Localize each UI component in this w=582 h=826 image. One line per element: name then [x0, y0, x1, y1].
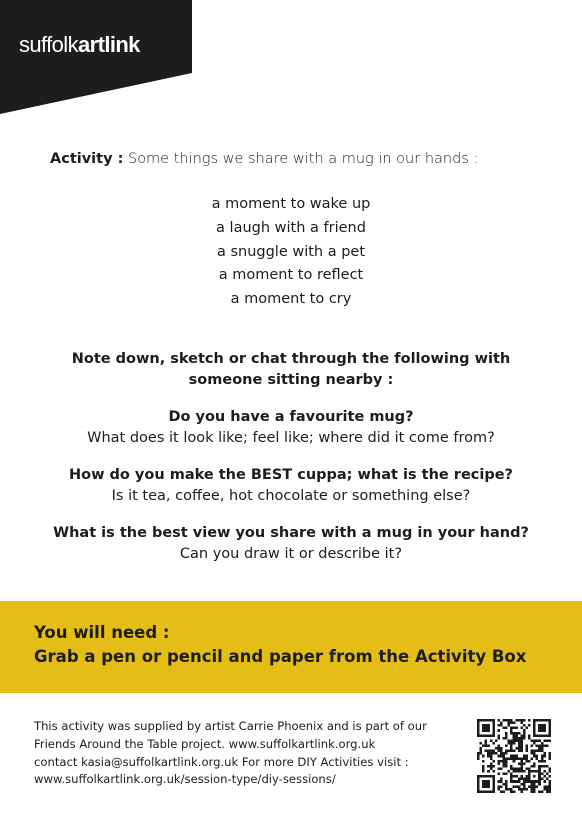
footer-line: contact kasia@suffolkartlink.org.uk For more DIY Activities visit :	[34, 754, 409, 769]
list-item: a moment to cry	[230, 291, 352, 308]
footer-line: This activity was supplied by artist Carrie Phoenix and is part of our	[34, 719, 427, 733]
spacer	[0, 448, 582, 465]
activity-intro	[50, 151, 478, 167]
question-best-view: What is the best view you share with a mug in your hand?	[53, 525, 529, 541]
question-favourite-mug: Do you have a favourite mug?	[168, 409, 414, 425]
suffolkartlink-logo	[19, 32, 140, 58]
you-will-need-text: Grab a pen or pencil and paper from the Activity Box	[34, 647, 527, 666]
logo-light-text: suffolk	[19, 32, 78, 57]
you-will-need-title: You will need :	[34, 623, 170, 642]
footer-line: Friends Around the Table project. www.suffolkartlink.org.uk	[34, 736, 376, 751]
instruction-line-2: someone sitting nearby :	[188, 371, 394, 388]
detail-best-cuppa: Is it tea, coffee, hot chocolate or something else?	[111, 487, 471, 504]
activity-intro-text: Some things we share with a mug in our hands :	[127, 151, 479, 167]
footer-credits	[34, 718, 464, 789]
question-best-cuppa: How do you make the BEST cuppa; what is the recipe?	[69, 467, 513, 483]
detail-best-view: Can you draw it or describe it?	[179, 545, 403, 562]
footer-line: www.suffolkartlink.org.uk/session-type/diy-sessions/	[34, 772, 336, 787]
list-item: a snuggle with a pet	[216, 243, 366, 260]
instruction-line-1: Note down, sketch or chat through the following with	[71, 351, 511, 367]
discussion-prompts	[0, 349, 582, 564]
activity-label: Activity :	[50, 151, 124, 167]
spacer	[0, 506, 582, 523]
list-item: a laugh with a friend	[216, 219, 366, 236]
logo-bold-text: artlink	[78, 32, 140, 57]
spacer	[0, 390, 582, 407]
qr-code-icon	[477, 719, 551, 793]
list-item: a moment to reflect	[218, 267, 364, 284]
detail-favourite-mug: What does it look like; feel like; where did it come from?	[87, 429, 495, 446]
list-item: a moment to wake up	[211, 196, 371, 212]
activity-list	[0, 193, 582, 312]
